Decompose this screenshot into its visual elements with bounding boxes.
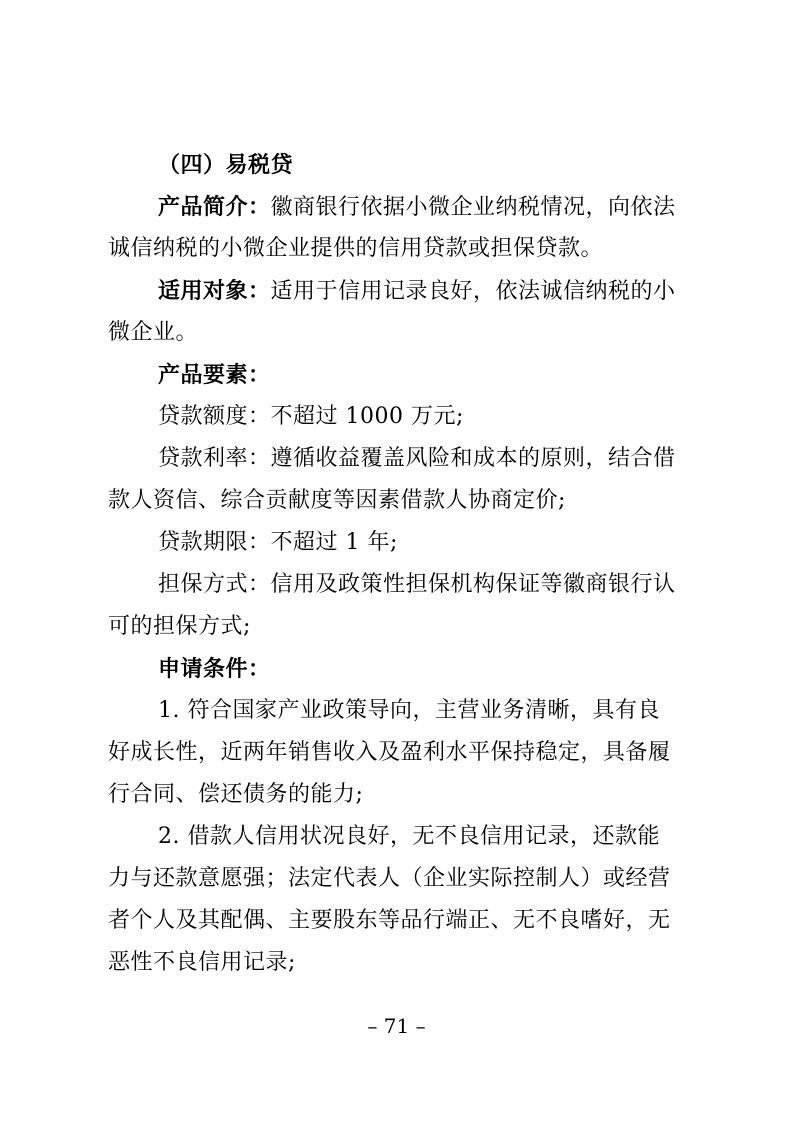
condition-2-line-4: 恶性不良信用记录;: [108, 950, 296, 975]
loan-term: 贷款期限：不超过 1 年;: [158, 530, 398, 555]
condition-1-line-3: 行合同、偿还债务的能力;: [108, 782, 364, 807]
condition-2-line-1: 2. 借款人信用状况良好，无不良信用记录，还款能: [158, 824, 660, 849]
conditions-label: 申请条件：: [158, 656, 271, 682]
condition-1-line-2: 好成长性，近两年销售收入及盈利水平保持稳定，具备履: [108, 740, 671, 765]
page-number: – 71 –: [367, 1014, 426, 1038]
guarantee-line-1: 担保方式：信用及政策性担保机构保证等徽商银行认: [158, 572, 676, 597]
target-text-1: 适用于信用记录良好，依法诚信纳税的小: [270, 279, 676, 304]
target-label: 适用对象：: [158, 278, 271, 304]
intro-paragraph-line-1: [158, 186, 676, 228]
condition-2-line-2: 力与还款意愿强；法定代表人（企业实际控制人）或经营: [108, 866, 671, 891]
target-paragraph-line-1: [158, 270, 676, 312]
loan-rate-line-1: 贷款利率：遵循收益覆盖风险和成本的原则，结合借: [158, 446, 676, 471]
intro-text-1: 徽商银行依据小微企业纳税情况，向依法: [270, 195, 676, 220]
condition-1-line-1: 1. 符合国家产业政策导向，主营业务清晰，具有良: [158, 698, 660, 723]
loan-amount: 贷款额度：不超过 1000 万元;: [158, 404, 464, 429]
guarantee-line-2: 可的担保方式;: [108, 614, 251, 639]
intro-label: 产品简介：: [158, 194, 271, 220]
loan-rate-line-2: 款人资信、综合贡献度等因素借款人协商定价;: [108, 488, 566, 513]
intro-text-2: 诚信纳税的小微企业提供的信用贷款或担保贷款。: [108, 236, 604, 261]
target-text-2: 微企业。: [108, 320, 199, 345]
section-heading: （四）易税贷: [158, 152, 294, 178]
condition-2-line-3: 者个人及其配偶、主要股东等品行端正、无不良嗜好，无: [108, 908, 671, 933]
elements-label: 产品要素：: [158, 362, 271, 388]
